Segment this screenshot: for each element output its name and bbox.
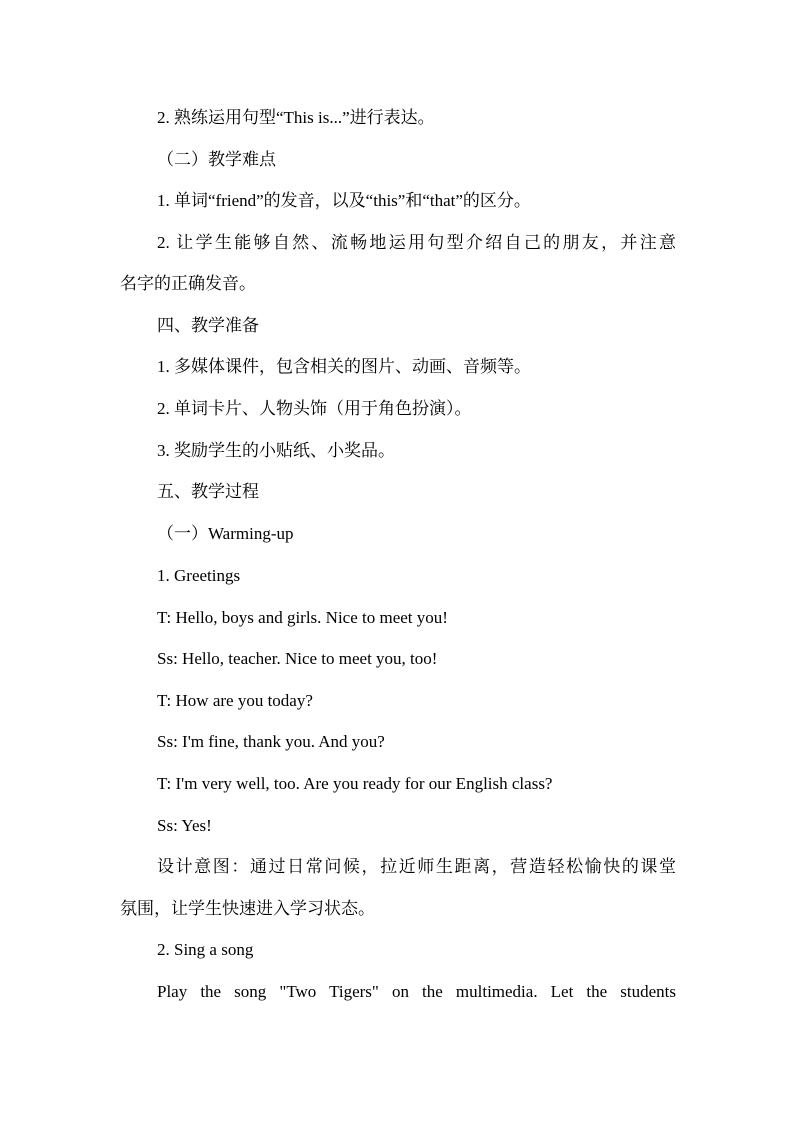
dialogue-line-5: T: I'm very well, too. Are you ready for our English class?	[157, 774, 553, 793]
step-heading-sing-a-song: 2. Sing a song	[157, 940, 254, 959]
paragraph-key-point-2: 2. 熟练运用句型“This is...”进行表达。	[157, 108, 435, 127]
design-intent-line-2: 氛围，让学生快速进入学习状态。	[120, 899, 375, 918]
section-heading-process: 五、教学过程	[157, 482, 259, 501]
paragraph-difficulty-1: 1. 单词“friend”的发音，以及“this”和“that”的区分。	[157, 191, 531, 210]
subsection-heading-warming-up: （一）Warming-up	[157, 524, 294, 543]
dialogue-line-1: T: Hello, boys and girls. Nice to meet you!	[157, 608, 448, 627]
dialogue-line-4: Ss: I'm fine, thank you. And you?	[157, 732, 385, 751]
section-heading-difficulties: （二）教学难点	[157, 150, 276, 169]
design-intent-line-1: 设计意图：通过日常问候，拉近师生距离，营造轻松愉快的课堂	[157, 857, 676, 876]
section-heading-preparation: 四、教学准备	[157, 316, 259, 335]
paragraph-song-instruction: Play the song "Two Tigers" on the multimedia. Let the students	[157, 982, 676, 1001]
paragraph-preparation-3: 3. 奖励学生的小贴纸、小奖品。	[157, 441, 395, 460]
step-heading-greetings: 1. Greetings	[157, 566, 241, 585]
paragraph-difficulty-2-line-1: 2. 让学生能够自然、流畅地运用句型介绍自己的朋友，并注意	[157, 233, 676, 252]
paragraph-preparation-1: 1. 多媒体课件，包含相关的图片、动画、音频等。	[157, 357, 531, 376]
dialogue-line-3: T: How are you today?	[157, 691, 313, 710]
dialogue-line-6: Ss: Yes!	[157, 816, 212, 835]
paragraph-preparation-2: 2. 单词卡片、人物头饰（用于角色扮演）。	[157, 399, 472, 418]
dialogue-line-2: Ss: Hello, teacher. Nice to meet you, too!	[157, 649, 438, 668]
paragraph-difficulty-2-line-2: 名字的正确发音。	[120, 274, 256, 293]
